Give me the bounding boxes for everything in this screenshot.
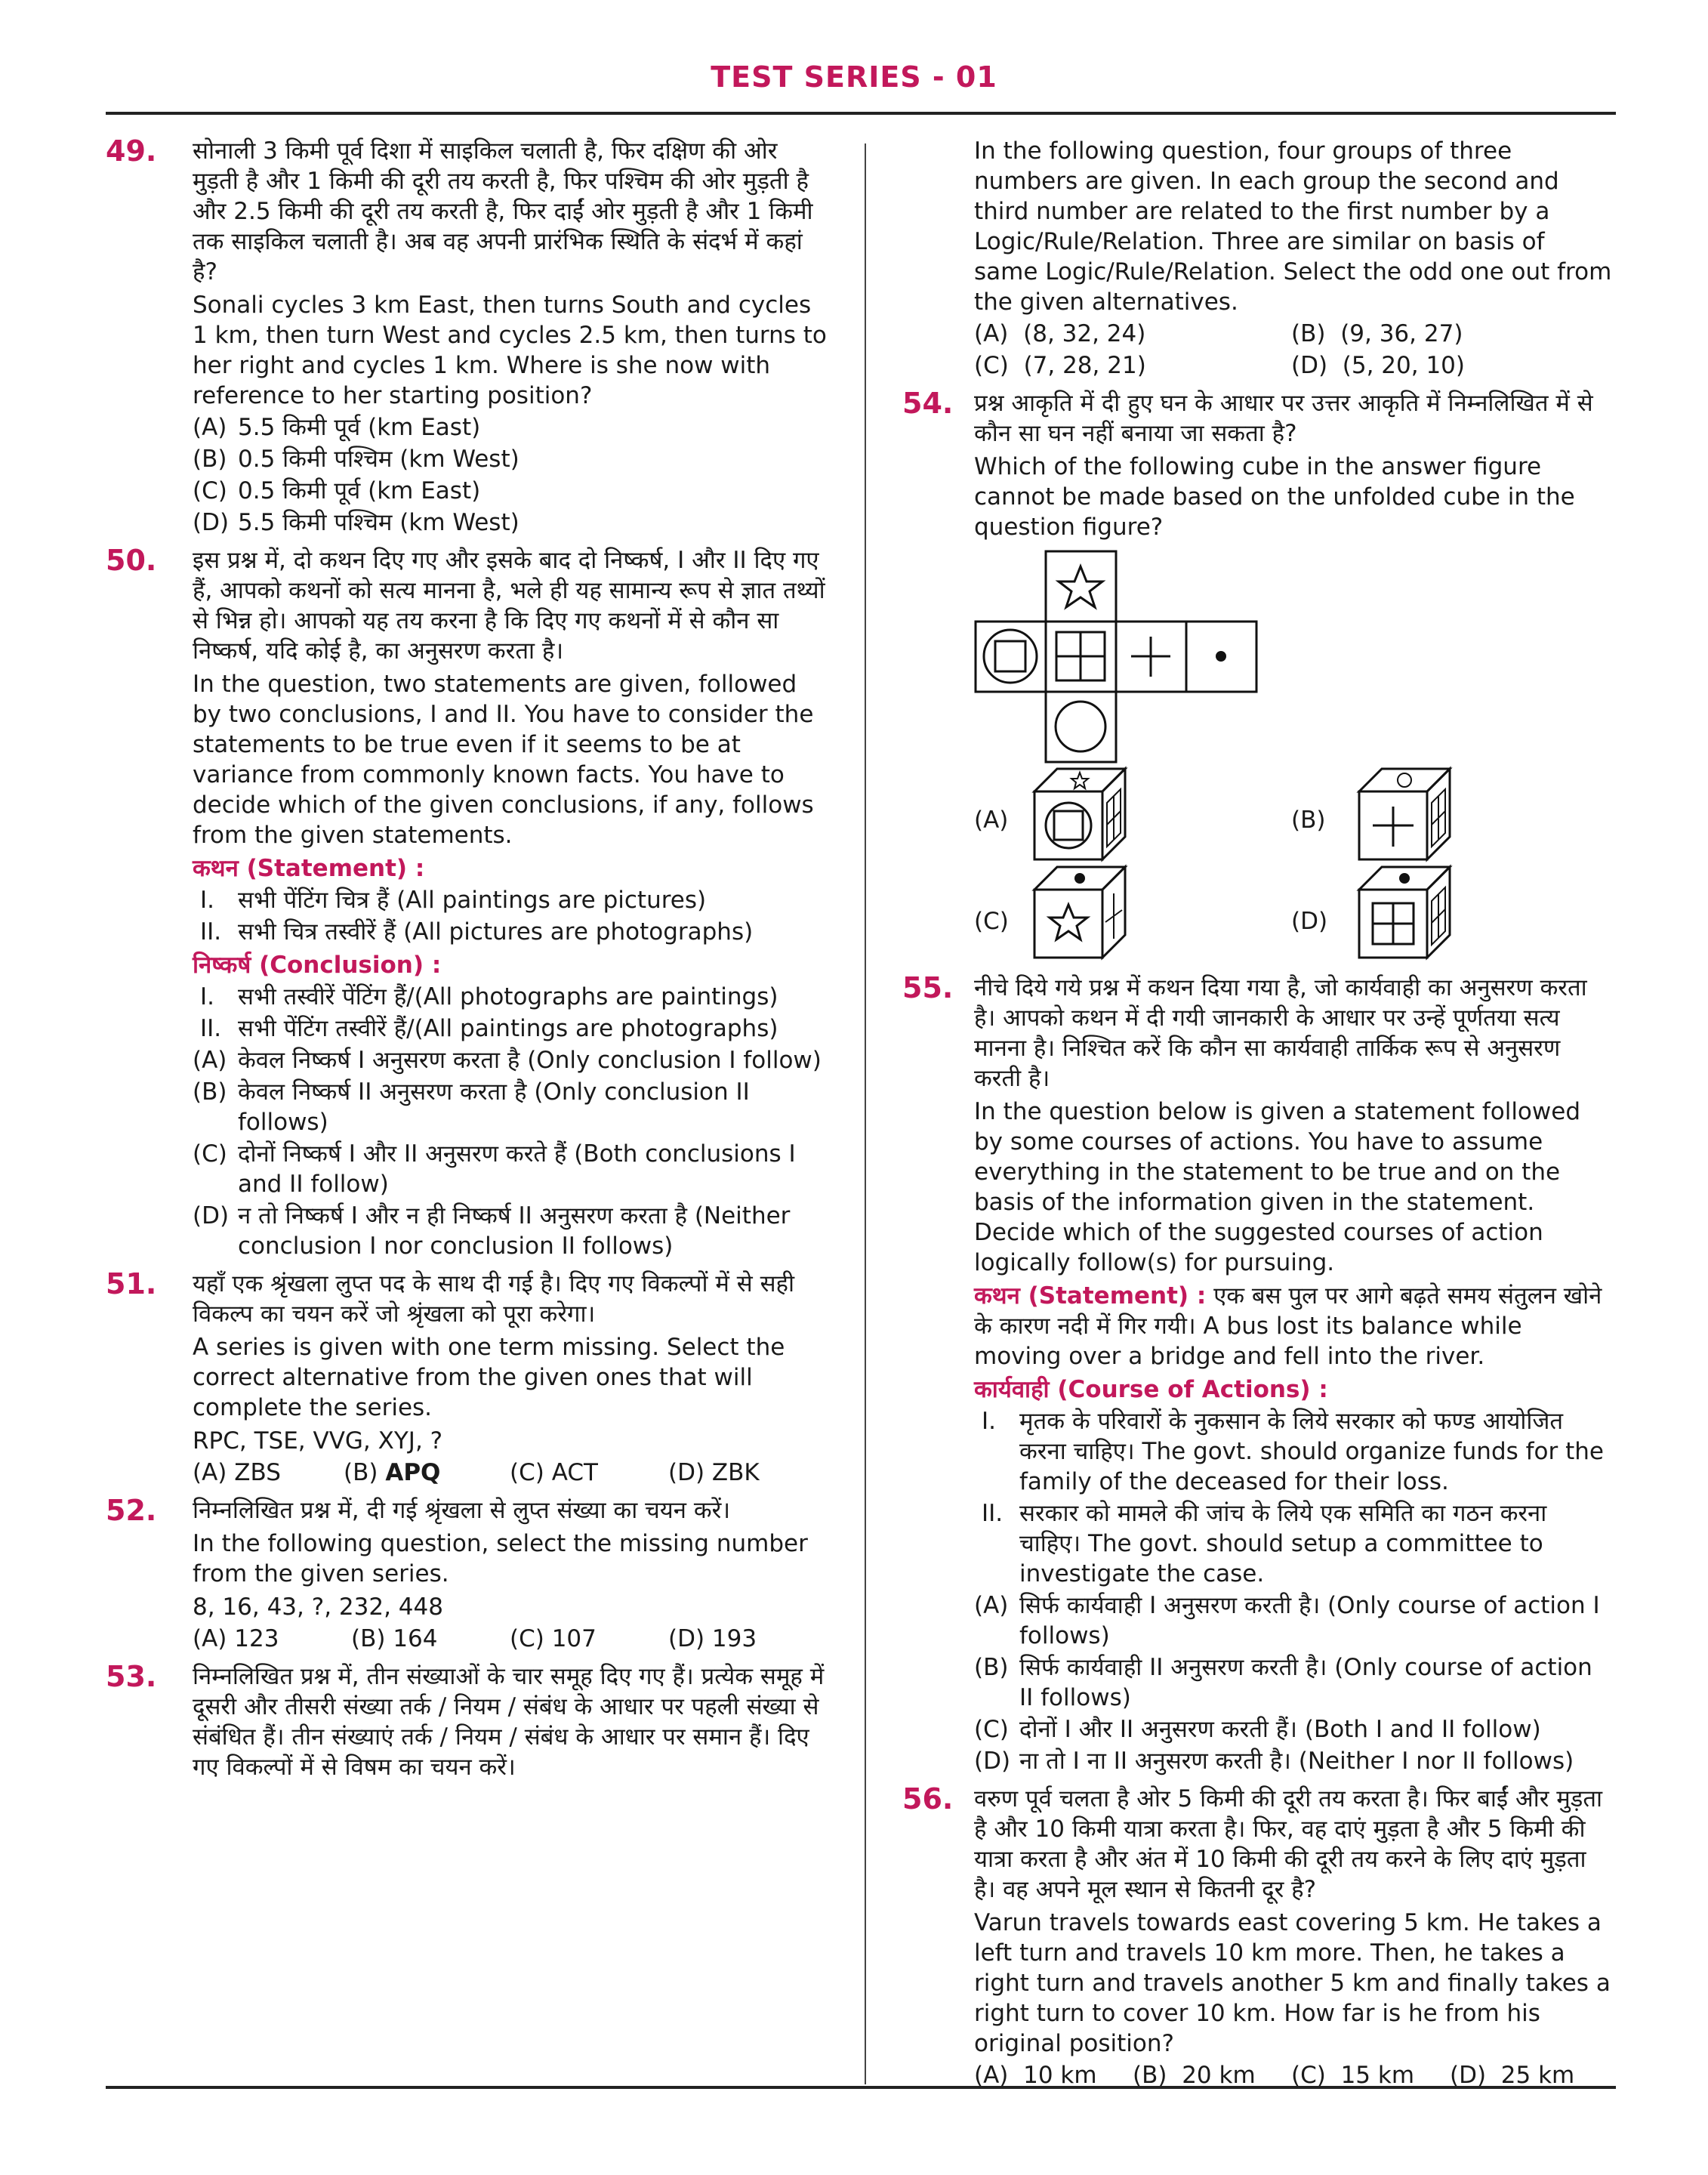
statement-2: II. सभी चित्र तस्वीरें हैं (All pictures are photographs) xyxy=(200,918,754,946)
conclusion-label: निष्कर्ष (Conclusion) : xyxy=(193,952,442,979)
question-text-hindi: निम्नलिखित प्रश्न में, दी गई श्रृंखला से लुप्त संख्या का चयन करें। xyxy=(193,1497,731,1524)
answer-label-b: (B) xyxy=(1291,807,1326,834)
option-b: (B) APQ xyxy=(344,1459,441,1486)
option-a: (A) 123 xyxy=(193,1625,279,1652)
option-b: (B) 0.5 किमी पश्चिम (km West) xyxy=(193,446,519,473)
option-b: (B) (9, 36, 27) xyxy=(1291,320,1463,347)
options-row xyxy=(193,1624,827,1654)
option-c: (C) दोनों निष्कर्ष I और II अनुसरण करते हैं (Both conclusions I and II follow) xyxy=(193,1140,796,1198)
question-55 xyxy=(902,973,1612,1776)
question-number: 52. xyxy=(106,1494,157,1527)
question-51 xyxy=(106,1269,827,1488)
option-b: (B) सिर्फ कार्यवाही II अनुसरण करती है। (Only course of action II follows) xyxy=(974,1654,1592,1711)
option-a: (A) ZBS xyxy=(193,1459,281,1486)
option-b: (B) 164 xyxy=(351,1625,438,1652)
net-face-star xyxy=(1046,551,1116,622)
question-text-hindi: सोनाली 3 किमी पूर्व दिशा में साइकिल चलाती है, फिर दक्षिण की ओर मुड़ती है और 1 किमी की दूरी तय करती है, फिर पश्चिम की ओर मुड़ती है और 2.5 किमी की दूरी तय करती है, फिर दाईं ओर मुड़ती है और 1 किमी तक साइकिल चलाती है। अब वह अपनी प्रारंभिक स्थिति के संदर्भ में कहां है? xyxy=(193,137,813,285)
question-50 xyxy=(106,545,827,1261)
dot-icon xyxy=(1216,651,1226,662)
action-2: II. सरकार को मामले की जांच के लिये एक समिति का गठन करना चाहिए। The govt. should setup a committee to investigate the case. xyxy=(982,1500,1547,1587)
option-c: (C) दोनों I और II अनुसरण करती हैं। (Both I and II follow) xyxy=(974,1716,1541,1743)
question-text-hindi: यहाँ एक श्रृंखला लुप्त पद के साथ दी गई है। दिए गए विकल्पों में से सही विकल्प का चयन करें जो श्रृंखला को पूरा करेगा। xyxy=(193,1270,795,1328)
action-label: कार्यवाही (Course of Actions) : xyxy=(974,1376,1328,1403)
option-a: (A) (8, 32, 24) xyxy=(974,320,1146,347)
question-text-hindi: इस प्रश्न में, दो कथन दिए गए और इसके बाद दो निष्कर्ष, I और II दिए गए हैं, आपको कथनों को सत्य मानना है, भले ही यह सामान्य रूप से ज्ञात तथ्यों से भिन्न हो। आपको यह तय करना है कि दिए गए कथनों में से कौन सा निष्कर्ष, यदि कोई है, का अनुसरण करता है। xyxy=(193,547,825,665)
question-54 xyxy=(902,388,1612,965)
question-number: 51. xyxy=(106,1267,157,1300)
column-divider xyxy=(865,143,866,2084)
question-text-english: Which of the following cube in the answer figure cannot be made based on the unfolded cube in the question figure? xyxy=(974,453,1575,541)
answer-label-c: (C) xyxy=(974,908,1009,935)
option-c: (C) 0.5 किमी पूर्व (km East) xyxy=(193,477,481,504)
series: 8, 16, 43, ?, 232, 448 xyxy=(193,1593,443,1621)
option-c: (C) (7, 28, 21) xyxy=(974,352,1146,379)
answer-cube-b xyxy=(1352,765,1457,871)
question-text-hindi: वरुण पूर्व चलता है ओर 5 किमी की दूरी तय करता है। फिर बाईं और मुड़ता है और 10 किमी यात्रा करता है। फिर, वह दाएं मुड़ता है और 5 किमी की यात्रा करता है और अंत में 10 किमी की दूरी तय करने के लिए दाएं मुड़ता है। वह अपने मूल स्थान से कितनी दूर है? xyxy=(974,1785,1603,1903)
option-d: (D) ना तो I ना II अनुसरण करती है। (Neither I nor II follows) xyxy=(974,1748,1574,1775)
right-column xyxy=(902,136,1612,2098)
answer-cube-a xyxy=(1027,765,1133,871)
header-rule xyxy=(106,112,1616,115)
question-text-english: In the question, two statements are given, followed by two conclusions, I and II. You have to consider the statements to be true even if it seems to be at variance from commonly known facts. You have to decide which of the given conclusions, if any, follows from the given statements. xyxy=(193,671,814,849)
question-text-english: Sonali cycles 3 km East, then turns South and cycles 1 km, then turn West and cycles 2.5 km, then turns to her right and cycles 1 km. Where is she now with reference to her starting position? xyxy=(193,292,827,409)
statement-1: I. सभी पेंटिंग चित्र हैं (All paintings are pictures) xyxy=(200,887,707,914)
options-row-1 xyxy=(974,319,1612,349)
unfolded-cube-net xyxy=(974,550,1291,769)
options-row xyxy=(193,1458,827,1488)
question-text-english: In the following question, four groups of three numbers are given. In each group the second and third number are related to the first number by a Logic/Rule/Relation. Three are similar on basis of same Logic/Rule/Relation. Select the odd one out from the given alternatives. xyxy=(974,137,1612,316)
question-number: 55. xyxy=(902,971,954,1004)
option-d: (D) ZBK xyxy=(668,1459,760,1486)
answer-cube-d xyxy=(1352,863,1457,969)
option-c: (C) ACT xyxy=(510,1459,598,1486)
conclusion-1: I. सभी तस्वीरें पेंटिंग हैं/(All photographs are paintings) xyxy=(200,983,778,1010)
question-text-english: Varun travels towards east covering 5 km. He takes a left turn and travels 10 km more. Then, he takes a right turn and travels another 5 km and finally takes a right turn to cover 10 km. How far is he from his original position? xyxy=(974,1909,1611,2057)
question-53-continued xyxy=(902,136,1612,381)
question-49 xyxy=(106,136,827,538)
option-b: (B) 20 km xyxy=(1133,2062,1256,2089)
option-a: (A) सिर्फ कार्यवाही I अनुसरण करती है। (Only course of action I follows) xyxy=(974,1592,1600,1649)
question-number: 49. xyxy=(106,134,157,168)
option-d: (D) न तो निष्कर्ष I और न ही निष्कर्ष II अनुसरण करता है (Neither conclusion I nor conclusion II follows) xyxy=(193,1202,791,1260)
question-number: 53. xyxy=(106,1660,157,1693)
question-52 xyxy=(106,1495,827,1654)
page-title: TEST SERIES - 01 xyxy=(711,60,997,94)
option-b: (B) केवल निष्कर्ष II अनुसरण करता है (Only conclusion II follows) xyxy=(193,1078,750,1136)
question-text-english: In the question below is given a statement followed by some courses of actions. You have to assume everything in the statement to be true and on the basis of the information given in the statement. Decide which of the suggested courses of action logically follow(s) for pursuing. xyxy=(974,1098,1581,1276)
star-icon xyxy=(1059,566,1102,607)
question-56 xyxy=(902,1784,1612,2090)
option-a: (A) 10 km xyxy=(974,2062,1097,2089)
question-53 xyxy=(106,1661,827,1782)
options-row xyxy=(974,2060,1612,2090)
question-text-hindi: निम्नलिखित प्रश्न में, तीन संख्याओं के चार समूह दिए गए हैं। प्रत्येक समूह में दूसरी और तीसरी संख्या तर्क / नियम / संबंध के आधार पर पहली संख्या से संबंधित हैं। तीन संख्याएं तर्क / नियम / संबंध के आधार पर समान हैं। दिए गए विकल्पों में से विषम का चयन करें। xyxy=(193,1663,825,1781)
question-text-english: In the following question, select the missing number from the given series. xyxy=(193,1530,808,1587)
option-a: (A) केवल निष्कर्ष I अनुसरण करता है (Only conclusion I follow) xyxy=(193,1047,822,1074)
cube-figures xyxy=(974,542,1612,965)
question-number: 50. xyxy=(106,544,157,577)
statement xyxy=(974,1281,1612,1371)
options-row-2 xyxy=(974,350,1612,381)
answer-label-d: (D) xyxy=(1291,908,1328,935)
question-text-hindi: प्रश्न आकृति में दी हुए घन के आधार पर उत्तर आकृति में निम्नलिखित में से कौन सा घन नहीं बनाया जा सकता है? xyxy=(974,390,1593,447)
option-a: (A) 5.5 किमी पूर्व (km East) xyxy=(193,414,481,441)
statement-label: कथन (Statement) : xyxy=(193,855,425,882)
question-text-hindi: नीचे दिये गये प्रश्न में कथन दिया गया है, जो कार्यवाही का अनुसरण करता है। आपको कथन में दी गयी जानकारी के आधार पर उन्हें पूर्णतया सत्य मानना है। निश्चित करें कि कौन सा कार्यवाही तार्किक रूप से अनुसरण करती है। xyxy=(974,974,1587,1092)
option-d: (D) (5, 20, 10) xyxy=(1291,352,1466,379)
action-1: I. मृतक के परिवारों के नुकसान के लिये सरकार को फण्ड आयोजित करना चाहिए। The govt. should organize funds for the family of the deceased for their loss. xyxy=(982,1408,1604,1495)
series: RPC, TSE, VVG, XYJ, ? xyxy=(193,1427,443,1455)
answer-label-a: (A) xyxy=(974,807,1009,834)
net-face-circle-square xyxy=(976,622,1046,692)
statement-text: एक बस पुल पर आगे बढ़ते समय संतुलन खोने के कारण नदी में गिर गयी। A bus lost its balance while moving over a bridge and fell into the river. xyxy=(974,1282,1602,1370)
option-d: (D) 25 km xyxy=(1450,2062,1575,2089)
option-c: (C) 107 xyxy=(510,1625,597,1652)
statement-label: कथन (Statement) : xyxy=(974,1282,1207,1310)
option-d: (D) 193 xyxy=(668,1625,757,1652)
left-column xyxy=(106,136,827,1790)
question-number: 56. xyxy=(902,1782,954,1816)
option-d: (D) 5.5 किमी पश्चिम (km West) xyxy=(193,509,519,536)
option-c: (C) 15 km xyxy=(1291,2062,1415,2089)
question-text-english: A series is given with one term missing. Select the correct alternative from the given ones that will complete the series. xyxy=(193,1334,785,1421)
conclusion-2: II. सभी पेंटिंग तस्वीरें हैं/(All paintings are photographs) xyxy=(200,1015,778,1042)
answer-cube-c xyxy=(1027,863,1133,969)
question-number: 54. xyxy=(902,387,954,420)
